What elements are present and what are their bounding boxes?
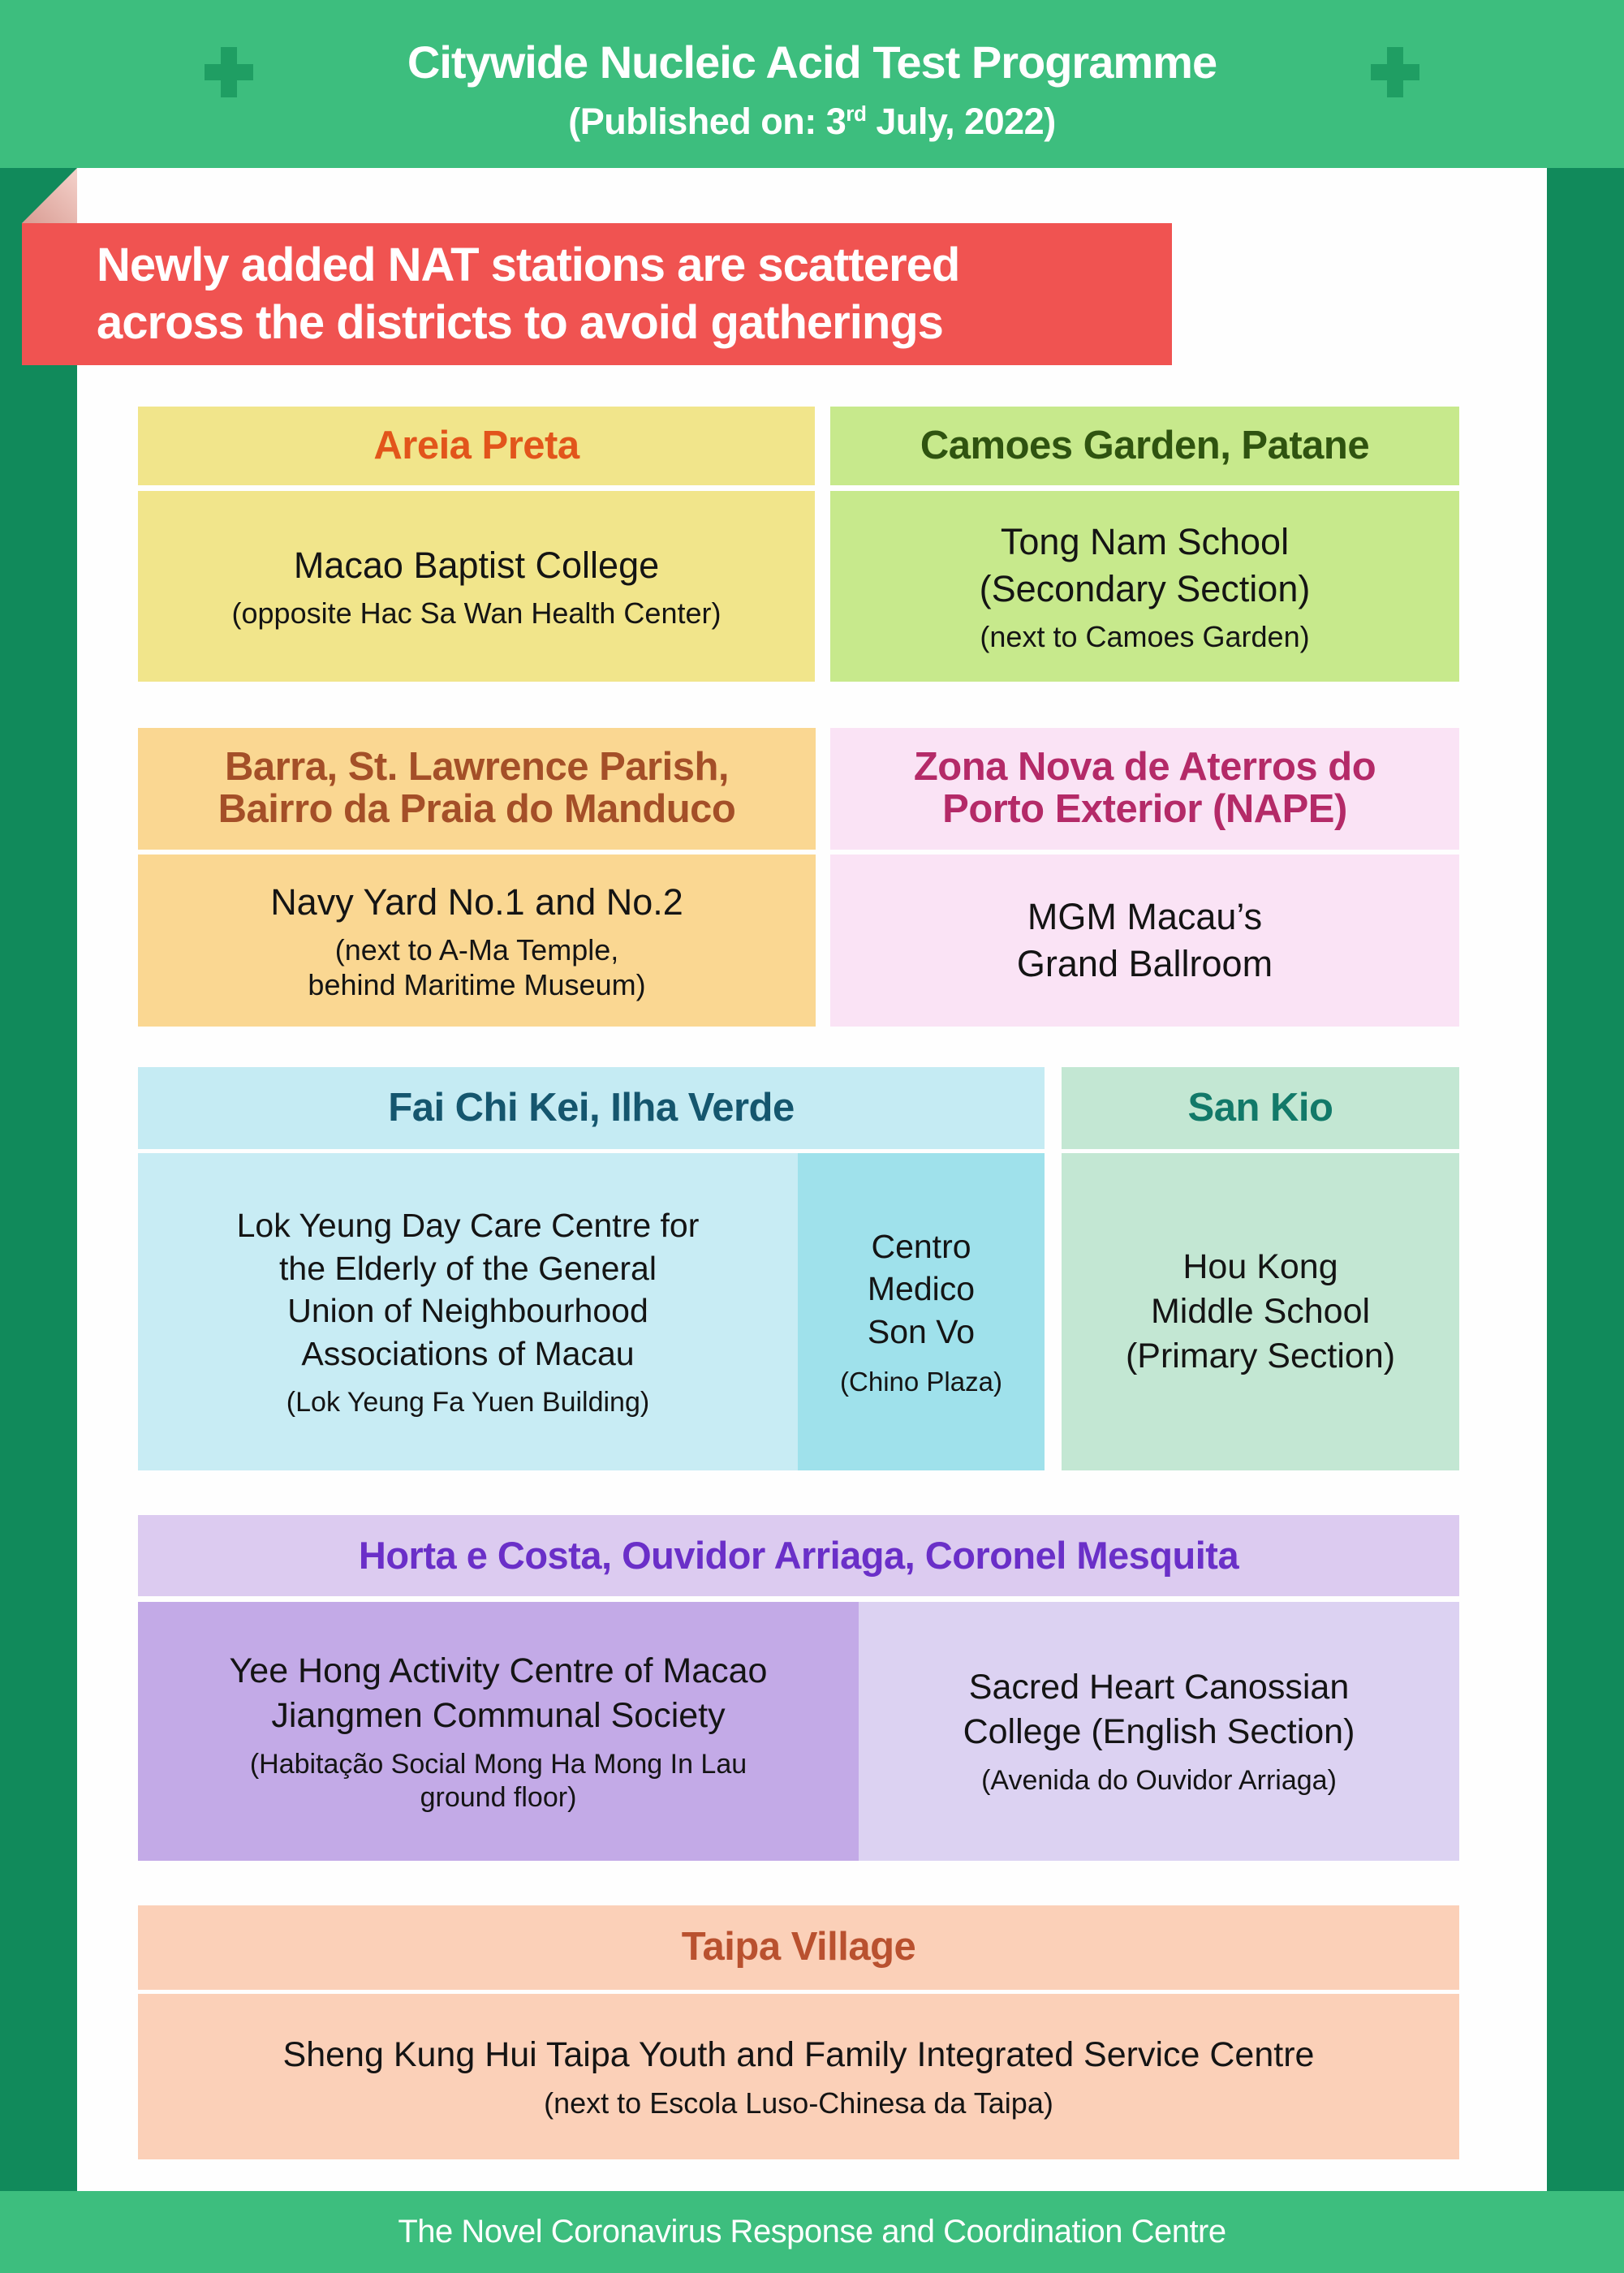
venue-name-line: Jiangmen Communal Society xyxy=(271,1695,726,1735)
venue-name-line: Union of Neighbourhood xyxy=(287,1292,648,1330)
district-title: Taipa Village xyxy=(681,1925,916,1970)
venue-name-line: College (English Section) xyxy=(963,1712,1355,1752)
venue-name-line: Associations of Macau xyxy=(301,1334,635,1372)
district-header-san-kio xyxy=(1062,1067,1459,1149)
district-title-line: Zona Nova de Aterros do xyxy=(913,745,1376,790)
district-title: Fai Chi Kei, Ilha Verde xyxy=(388,1085,795,1130)
page-title: Citywide Nucleic Acid Test Programme xyxy=(407,37,1217,88)
district-title-line: Barra, St. Lawrence Parish, xyxy=(224,745,730,790)
published-date-prefix: (Published on: 3 xyxy=(568,101,846,142)
venue-name: Navy Yard No.1 and No.2 xyxy=(270,881,683,923)
venue-name-line: Son Vo xyxy=(867,1312,976,1350)
district-body-fai-chi-kei-right xyxy=(798,1153,1045,1470)
district-body-san-kio xyxy=(1062,1153,1459,1470)
headline-ribbon xyxy=(22,223,1172,365)
footer-banner xyxy=(0,2191,1624,2273)
venue-note: (next to Camoes Garden) xyxy=(980,619,1310,653)
venue-name-line: Tong Nam School xyxy=(1000,521,1290,563)
venue-note-line: ground floor) xyxy=(420,1781,577,1813)
venue-note: (Chino Plaza) xyxy=(840,1367,1002,1397)
district-body-barra xyxy=(138,855,816,1027)
venue-name-line: Centro xyxy=(871,1228,971,1265)
footer-text: The Novel Coronavirus Response and Coordination Centre xyxy=(398,2214,1226,2249)
venue-note-line: (next to A-Ma Temple, xyxy=(334,932,619,966)
district-header-taipa-village xyxy=(138,1905,1459,1990)
venue-name-line: Lok Yeung Day Care Centre for xyxy=(236,1207,700,1245)
district-title: Camoes Garden, Patane xyxy=(920,423,1370,467)
district-header-nape xyxy=(830,728,1459,850)
district-header-areia-preta xyxy=(138,407,815,485)
ordinal-suffix: rd xyxy=(846,101,867,126)
district-title xyxy=(914,747,1376,831)
venue-note: (Avenida do Ouvidor Arriaga) xyxy=(981,1765,1337,1797)
venue-name-line: (Primary Section) xyxy=(1125,1337,1396,1376)
headline-line: across the districts to avoid gatherings xyxy=(97,295,943,349)
venue-name-line: the Elderly of the General xyxy=(279,1249,657,1287)
district-title: Areia Preta xyxy=(373,423,579,467)
venue-note: (opposite Hac Sa Wan Health Center) xyxy=(231,596,722,630)
venue-note: (Lok Yeung Fa Yuen Building) xyxy=(286,1387,650,1418)
venue-name: Macao Baptist College xyxy=(293,545,660,587)
venue-name: Sheng Kung Hui Taipa Youth and Family Integrated Service Centre xyxy=(282,2034,1315,2074)
district-title xyxy=(218,747,736,831)
district-body-nape xyxy=(830,855,1459,1027)
venue-note-line: (Habitação Social Mong Ha Mong In Lau xyxy=(249,1748,747,1780)
venue-name-line: Grand Ballroom xyxy=(1016,943,1273,984)
published-date xyxy=(0,101,1624,143)
venue-name-line: (Secondary Section) xyxy=(979,567,1311,609)
district-header-fai-chi-kei xyxy=(138,1067,1045,1149)
district-title: San Kio xyxy=(1187,1085,1333,1130)
venue-name-line: Middle School xyxy=(1150,1291,1371,1331)
district-header-barra xyxy=(138,728,816,850)
district-body-camoes-garden xyxy=(830,491,1459,682)
venue-note: (next to Escola Luso-Chinesa da Taipa) xyxy=(544,2086,1053,2120)
top-banner xyxy=(0,0,1624,168)
headline-line: Newly added NAT stations are scattered xyxy=(97,238,960,291)
district-body-horta-right xyxy=(859,1602,1459,1861)
venue-note-line: behind Maritime Museum) xyxy=(308,967,646,1001)
district-body-taipa-village xyxy=(138,1994,1459,2159)
district-body-fai-chi-kei-left xyxy=(138,1153,798,1470)
district-title: Horta e Costa, Ouvidor Arriaga, Coronel Mesquita xyxy=(358,1534,1239,1578)
district-body-areia-preta xyxy=(138,491,815,682)
district-header-horta-e-costa xyxy=(138,1515,1459,1596)
venue-name-line: Sacred Heart Canossian xyxy=(968,1668,1350,1707)
published-date-suffix: July, 2022) xyxy=(866,101,1056,142)
ribbon-fold-corner xyxy=(22,168,77,223)
district-title-line: Bairro da Praia do Manduco xyxy=(218,787,736,831)
district-body-horta-left xyxy=(138,1602,859,1861)
venue-name-line: Hou Kong xyxy=(1182,1246,1338,1286)
district-header-camoes-garden xyxy=(830,407,1459,485)
district-title-line: Porto Exterior (NAPE) xyxy=(942,787,1347,831)
venue-name-line: MGM Macau’s xyxy=(1027,896,1263,938)
venue-name-line: Medico xyxy=(867,1270,976,1308)
venue-name-line: Yee Hong Activity Centre of Macao xyxy=(229,1651,768,1690)
